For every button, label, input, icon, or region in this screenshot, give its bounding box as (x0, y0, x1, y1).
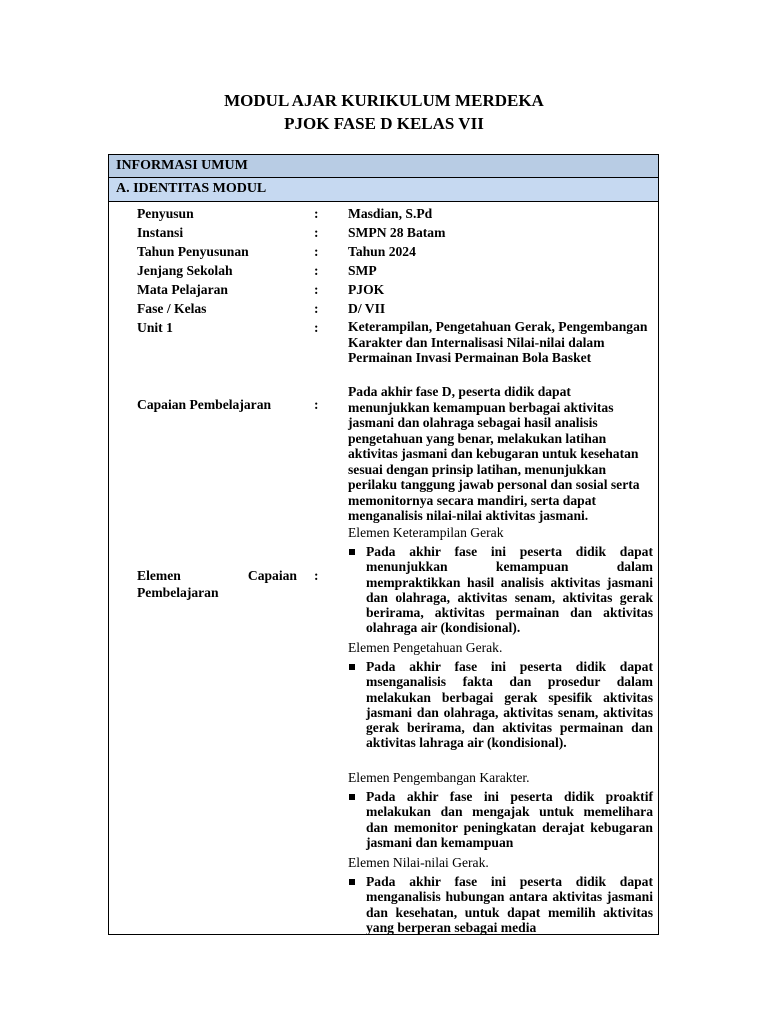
field-label: Elemen Capaian Pembelajaran (137, 568, 297, 600)
field-value: SMP (348, 263, 377, 278)
element-title: Elemen Pengetahuan Gerak. (348, 640, 503, 655)
field-value: Keterampilan, Pengetahuan Gerak, Pengembangan Karakter dan Internalisasi Nilai-nilai dalam Permainan Invasi Permainan Bola Basket (348, 319, 648, 365)
field-label: Penyusun (137, 206, 194, 221)
field-separator: : (314, 301, 319, 316)
element-description: Pada akhir fase ini peserta didik dapat menganalisis hubungan antara aktivitas jasmani dan kesehatan, untuk dapat memilih aktivitas yang berperan sebagai media (366, 874, 653, 935)
module-info-table (108, 154, 659, 935)
field-label: Instansi (137, 225, 184, 240)
field-separator: : (314, 397, 319, 412)
element-description: Pada akhir fase ini peserta didik dapat msenganalisis fakta dan prosedur dalam melakukan berbagai gerak spesifik aktivitas jasmani dan olahraga, aktivitas senam, aktivitas gerak berirama, dan aktivitas permainan dan aktivitas lahraga air (kondisional). (366, 659, 653, 751)
field-value: Masdian, S.Pd (348, 206, 433, 221)
element-description: Pada akhir fase ini peserta didik dapat menunjukkan kemampuan dalam mempraktikkan hasil analisis aktivitas jasmani dan olahraga, aktivitas senam, aktivitas gerak berirama, aktivitas permainan dan aktivitas olahraga air (kondisional). (366, 544, 653, 636)
field-value: Pada akhir fase D, peserta didik dapat menunjukkan kemampuan berbagai aktivitas jasmani dan olahraga sebagai hasil analisis pengetahuan yang benar, melakukan latihan aktivitas jasmani dan kebugaran untuk kesehatan sesuai dengan prinsip latihan, menunjukkan perilaku tanggung jawab personal dan sosial serta memonitornya secara mandiri, serta dapat menganalisis nilai-nilai aktivitas jasmani. (348, 384, 640, 523)
field-separator: : (314, 206, 319, 221)
field-separator: : (314, 568, 319, 583)
field-value: D/ VII (348, 301, 386, 316)
element-title: Elemen Nilai-nilai Gerak. (348, 855, 489, 870)
document-title: MODUL AJAR KURIKULUM MERDEKA (224, 91, 544, 110)
bullet-square-icon (349, 794, 355, 800)
bullet-square-icon (349, 664, 355, 670)
document-subtitle: PJOK FASE D KELAS VII (284, 114, 484, 133)
field-separator: : (314, 282, 319, 297)
section-header: INFORMASI UMUM (109, 155, 658, 178)
field-label: Jenjang Sekolah (137, 263, 233, 278)
field-value: SMPN 28 Batam (348, 225, 446, 240)
element-title: Elemen Pengembangan Karakter. (348, 770, 530, 785)
bullet-square-icon (349, 549, 355, 555)
field-label: Unit 1 (137, 320, 173, 335)
field-value: PJOK (348, 282, 385, 297)
field-separator: : (314, 320, 319, 335)
identity-fields (109, 202, 658, 935)
subsection-header: A. IDENTITAS MODUL (109, 178, 658, 202)
field-separator: : (314, 263, 319, 278)
field-separator: : (314, 225, 319, 240)
field-label: Mata Pelajaran (137, 282, 228, 297)
field-label: Fase / Kelas (137, 301, 207, 316)
element-description: Pada akhir fase ini peserta didik proaktif melakukan dan mengajak untuk memelihara dan memonitor peningkatan derajat kebugaran jasmani dan kemampuan (366, 789, 653, 850)
element-title: Elemen Keterampilan Gerak (348, 525, 504, 540)
field-label: Tahun Penyusunan (137, 244, 249, 259)
field-value: Tahun 2024 (348, 244, 416, 259)
field-separator: : (314, 244, 319, 259)
field-label: Capaian Pembelajaran (137, 397, 272, 412)
bullet-square-icon (349, 879, 355, 885)
